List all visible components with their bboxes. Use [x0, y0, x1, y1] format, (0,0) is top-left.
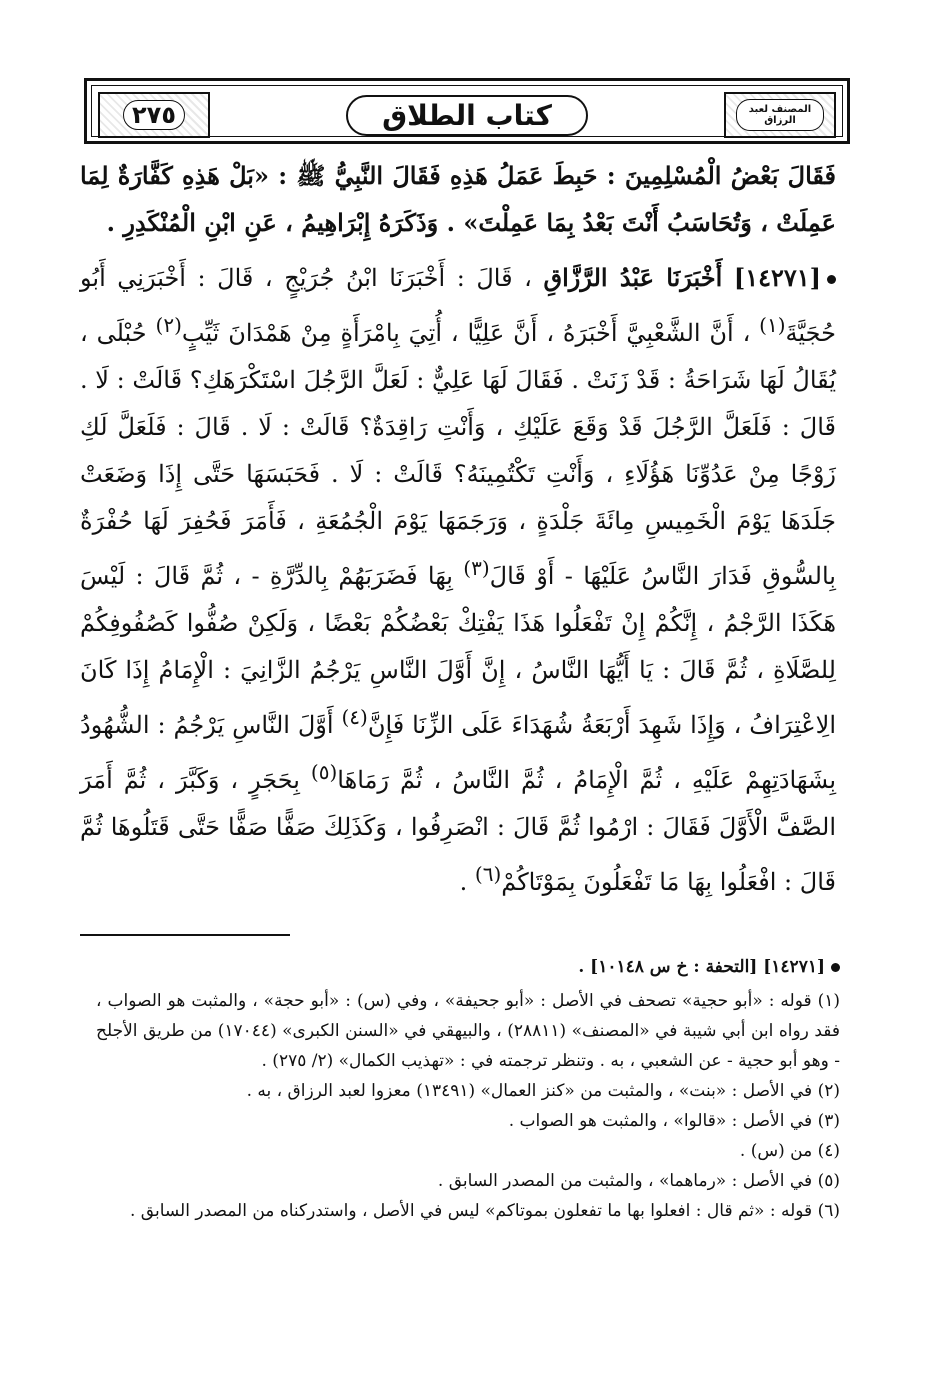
footnote-6: (٦) قوله : «ثم قال : افعلوا بها ما تفعلون بموتاكم» ليس في الأصل ، واستدركناه من المصدر السابق .	[129, 1201, 840, 1221]
page-number: ٢٧٥	[123, 100, 185, 130]
hadith-text-a: ، أَنَّ الشَّعْبِيَّ أَخْبَرَهُ ، أَنَّ عَلِيًّا ، أُتِيَ بِامْرَأَةٍ مِنْ هَمْدَانَ ثَيِّبٍ	[181, 319, 751, 347]
footnote-ref-4[interactable]: (٤)	[341, 705, 368, 729]
hadith-text-c: بِهَا فَضَرَبَهُمْ بِالدِّرَّةِ - ، ثُمَّ قَالَ : لَيْسَ هَكَذَا الرَّجْمُ ، إِنَّكُمْ إِنْ تَفْعَلُوا هَذَا يَفْتِكْ بَعْضُكُمْ بَعْضًا ، وَلَكِنْ صُفُّوا كَصُفُوفِكُمْ لِلصَّلَاةِ ، ثُمَّ قَالَ : يَا أَيُّهَا النَّاسُ ، إِنَّ أَوَّلَ النَّاسِ يَرْجُمُ الزَّانِيَ : الْإِمَامُ إِذَا كَانَ الِاعْتِرَافُ ، وَإِذَا شَهِدَ أَرْبَعَةُ شُهَدَاءَ عَلَى الزِّنَا فَإِنَّ	[80, 562, 836, 739]
page-header	[84, 78, 850, 144]
hadith-text-b: حُبْلَى ، يُقَالُ لَهَا شَرَاحَةُ : قَدْ زَنَتْ . فَقَالَ لَهَا عَلِيٌّ : لَعَلَّ الرَّجُلَ اسْتَكْرَهَكِ؟ قَالَتْ : لَا . قَالَ : فَلَعَلَّ الرَّجُلَ قَدْ وَقَعَ عَلَيْكِ ، وَأَنْتِ رَاقِدَةٌ؟ قَالَتْ : لَا . قَالَ : فَلَعَلَّ لَكِ زَوْجًا مِنْ عَدُوِّنَا هَؤُلَاءِ ، وَأَنْتِ تَكْتُمِينَهُ؟ قَالَتْ : لَا . فَحَبَسَهَا حَتَّى إِذَا وَضَعَتْ جَلَدَهَا يَوْمَ الْخَمِيسِ مِائَةَ جَلْدَةٍ ، وَرَجَمَهَا يَوْمَ الْجُمُعَةِ ، فَأَمَرَ فَحُفِرَ لَهَا حُفْرَةٌ بِالسُّوقِ فَدَارَ النَّاسُ عَلَيْهَا - أَوْ قَالَ	[80, 319, 836, 590]
footnote-2: (٢) في الأصل : «بنت» ، والمثبت من «كنز العمال» (١٣٤٩١) معزوا لعبد الرزاق ، به .	[246, 1081, 840, 1101]
main-text	[80, 152, 836, 906]
footnotes	[96, 952, 840, 1226]
bullet-icon	[831, 963, 840, 972]
footnote-reference-line	[96, 952, 840, 982]
hadith-paragraph	[80, 254, 836, 906]
chapter-title: كتاب الطلاق	[346, 95, 588, 136]
hadith-text-start: ، قَالَ : أَخْبَرَنَا ابْنُ جُرَيْجٍ ، قَالَ : أَخْبَرَنِي أَبُو حُجَيَّةَ	[80, 264, 836, 347]
hadith-text-d: أَوَّلَ النَّاسِ يَرْجُمُ : الشُّهُودُ بِشَهَادَتِهِمْ عَلَيْهِ ، ثُمَّ الْإِمَامُ ، ثُمَّ النَّاسُ ، ثُمَّ رَمَاهَا	[80, 711, 836, 794]
book-emblem-box	[724, 92, 836, 138]
footnote-3: (٣) في الأصل : «قالوا» ، والمثبت هو الصواب .	[508, 1111, 840, 1131]
hadith-text-end: .	[459, 868, 468, 896]
header-frame	[91, 85, 843, 137]
book-emblem: المصنف لعبد الرزاق	[736, 99, 824, 131]
bullet-icon	[827, 275, 836, 284]
hadith-number: [١٤٢٧١]	[733, 263, 822, 292]
footnote-1: (١) قوله : «أبو حجية» تصحف في الأصل : «أبو جحيفة» ، وفي (س) : «أبو حجة» ، والمثبت هو الصواب ، فقد رواه ابن أبي شيبة في «المصنف» (٢٨٨١١) ، والبيهقي في «السنن الكبرى» (١٧٠٤٤) من طريق الأجلح - وهو أبو حجية - عن الشعبي ، به . وتنظر ترجمته في : «تهذيب الكمال» (٢/ ٢٧٥) .	[96, 991, 840, 1071]
footnote-5: (٥) في الأصل : «رماهما» ، والمثبت من المصدر السابق .	[437, 1171, 840, 1191]
footnote-ref-1[interactable]: (١)	[759, 313, 786, 337]
paragraph-continuation: فَقَالَ بَعْضُ الْمُسْلِمِينَ : حَبِطَ عَمَلُ هَذِهِ فَقَالَ النَّبِيُّ ﷺ : «بَلْ هَذِهِ كَفَّارَةٌ لِمَا عَمِلَتْ ، وَتُحَاسَبُ أَنْتَ بَعْدُ بِمَا عَمِلْتَ» . وَذَكَرَهُ إِبْرَاهِيمُ ، عَنِ ابْنِ الْمُنْكَدِرِ .	[80, 161, 836, 237]
footnote-ref-3[interactable]: (٣)	[463, 556, 490, 580]
footnote-ref-2[interactable]: (٢)	[155, 313, 182, 337]
footnote-ref-6[interactable]: (٦)	[474, 862, 502, 886]
footnote-ref-5[interactable]: (٥)	[310, 760, 338, 784]
isnad-label: أَخْبَرَنَا عَبْدُ الرَّزَّاقِ	[543, 263, 723, 292]
footnote-4: (٤) من (س) .	[739, 1141, 840, 1161]
hadith-text-e: بِحَجَرٍ ، وَكَبَّرَ ، ثُمَّ أَمَرَ الصَّفَّ الْأَوَّلَ فَقَالَ : ارْمُوا ثُمَّ قَالَ : انْصَرِفُوا ، وَكَذَلِكَ صَفًّا صَفًّا حَتَّى قَتَلُوهَا ثُمَّ قَالَ : افْعَلُوا بِهَا مَا تَفْعَلُونَ بِمَوْتَاكُمْ	[80, 766, 836, 896]
footnote-separator	[80, 934, 290, 936]
footnote-head: [١٤٢٧١] [التحفة : خ س ١٠١٤٨] .	[578, 957, 825, 977]
header-title-wrap	[218, 92, 716, 138]
page-number-box	[98, 92, 210, 138]
